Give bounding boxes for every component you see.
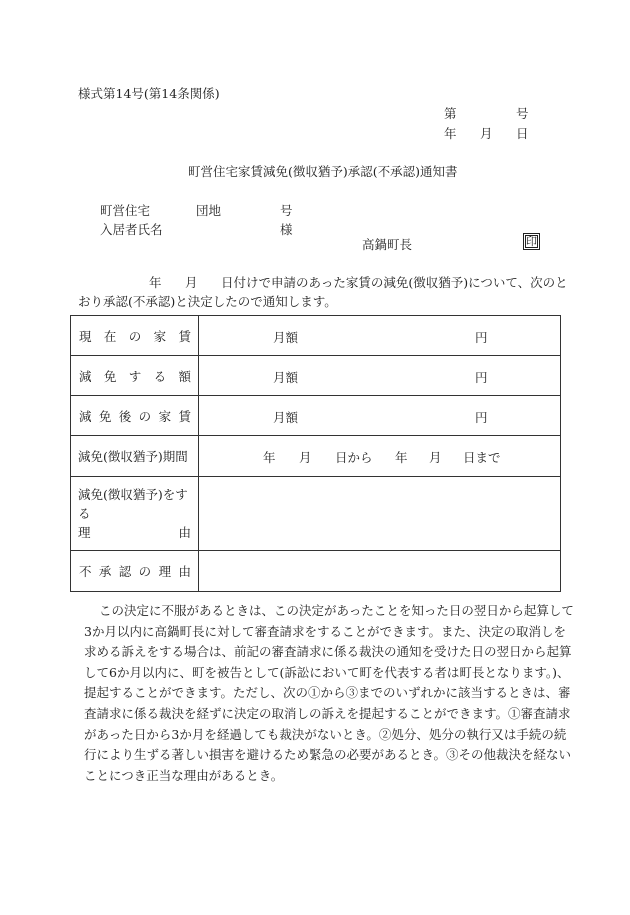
document-number-label: 第 (444, 106, 457, 121)
intro-month-label: 月 (185, 275, 198, 290)
reduction-amount-value-cell (199, 356, 561, 396)
period-value-cell (199, 436, 561, 477)
date-day-label: 日 (516, 126, 529, 141)
yen-unit-label: 円 (475, 370, 488, 385)
monthly-amount-label: 月額 (273, 330, 299, 345)
label-char: の (138, 564, 152, 579)
table-row-reason (71, 477, 561, 551)
yen-unit-label: 円 (475, 410, 488, 425)
label-char: る (153, 368, 167, 384)
current-rent-label (71, 316, 199, 356)
label-char: 減 (79, 408, 92, 424)
document-number-suffix: 号 (516, 106, 529, 121)
table-row-rent-after-reduction (71, 396, 561, 436)
label-char: 額 (178, 368, 191, 384)
rent-after-reduction-value-cell (199, 396, 561, 436)
label-char: 免 (98, 408, 112, 424)
reason-label-char: 理 (78, 525, 91, 540)
period-label: 減免(徴収猶予)期間 (78, 449, 188, 464)
intro-year-label: 年 (149, 275, 162, 290)
notice-line: この決定に不服があるときは、この決定があったことを知った日の翌日から起算して (99, 603, 574, 618)
label-char: 現 (79, 328, 92, 344)
table-row-current-rent (71, 316, 561, 356)
reason-label-cell (71, 477, 199, 551)
label-char: 理 (158, 564, 172, 579)
table-row-reduction-amount (71, 356, 561, 396)
housing-label: 町営住宅 (100, 203, 151, 218)
period-from-month: 月 (299, 450, 312, 465)
label-char: 賃 (178, 328, 191, 344)
notice-line: 3か月以内に高鍋町長に対して審査請求をすることができます。また、決定の取消しを (84, 623, 566, 639)
rejection-reason-label (71, 551, 199, 592)
period-from-year: 年 (263, 450, 276, 465)
label-char: 後 (118, 408, 132, 424)
unit-number-label: 号 (280, 203, 293, 218)
form-number: 様式第14号(第14条関係) (78, 86, 220, 101)
label-char: の (138, 408, 152, 424)
label-char: の (128, 328, 142, 344)
intro-line2: おり承認(不承認)と決定したので通知します。 (78, 294, 337, 309)
monthly-amount-label: 月額 (273, 370, 299, 385)
seal-stamp-icon (523, 233, 540, 250)
label-char: 承 (98, 564, 112, 579)
notice-line: 査請求に係る裁決を経ずに決定の取消しの訴えを提起することができます。①審査請求 (84, 705, 571, 721)
complex-label: 団地 (196, 203, 222, 218)
monthly-amount-label: 月額 (273, 410, 299, 425)
table-row-rejection-reason (71, 551, 561, 592)
date-month-label: 月 (480, 126, 493, 141)
label-char: 家 (158, 408, 172, 424)
label-char: 賃 (178, 408, 191, 424)
period-to-year: 年 (395, 450, 408, 465)
table-row-period (71, 436, 561, 477)
document-title: 町営住宅家賃減免(徴収猶予)承認(不承認)通知書 (188, 164, 458, 179)
reduction-amount-label (71, 356, 199, 396)
label-char: 免 (103, 368, 117, 384)
period-label-cell (71, 436, 199, 477)
notice-line: ことにつき正当な理由があるとき。 (84, 767, 284, 783)
seal-character: 印 (526, 235, 537, 248)
mayor-title: 高鍋町長 (362, 237, 413, 252)
period-from-day: 日から (335, 450, 373, 465)
label-char: 認 (118, 564, 132, 579)
date-year-label: 年 (444, 126, 457, 141)
reason-label-char: 由 (178, 525, 191, 540)
label-char: 家 (153, 328, 167, 344)
notice-line: 行により生ずる著しい損害を避けるため緊急の必要があるとき。③その他裁決を経ない (84, 747, 572, 763)
label-char: 減 (79, 368, 92, 384)
period-to-month: 月 (429, 450, 442, 465)
resident-name-label: 入居者氏名 (100, 222, 163, 237)
period-to-day: 日まで (463, 450, 501, 465)
rent-after-reduction-label (71, 396, 199, 436)
honorific-label: 様 (280, 222, 293, 237)
notice-line: して6か月以内に、町を被告として(訴訟において町を代表する者は町長となります。)、 (84, 664, 570, 680)
label-char: す (128, 368, 142, 384)
notice-line: があった日から3か月を経過しても裁決がないとき。②処分、処分の執行又は手続の続 (84, 726, 567, 742)
reason-value-cell (199, 477, 561, 551)
reason-label-line1: 減免(徴収猶予)をする (78, 487, 188, 521)
decision-table (70, 315, 561, 592)
label-char: 在 (103, 328, 117, 344)
intro-line1: 日付けで申請のあった家賃の減免(徴収猶予)について、次のと (221, 275, 568, 290)
label-char: 由 (178, 564, 191, 579)
rejection-reason-value-cell (199, 551, 561, 592)
notice-line: 求める訴えをする場合は、前記の審査請求に係る裁決の通知を受けた日の翌日から起算 (84, 644, 572, 660)
current-rent-value-cell (199, 316, 561, 356)
notice-line: 提起することができます。ただし、次の①から③までのいずれかに該当するときは、審 (84, 685, 571, 701)
appeal-notice (70, 601, 574, 786)
label-char: 不 (79, 564, 92, 579)
yen-unit-label: 円 (475, 330, 488, 345)
